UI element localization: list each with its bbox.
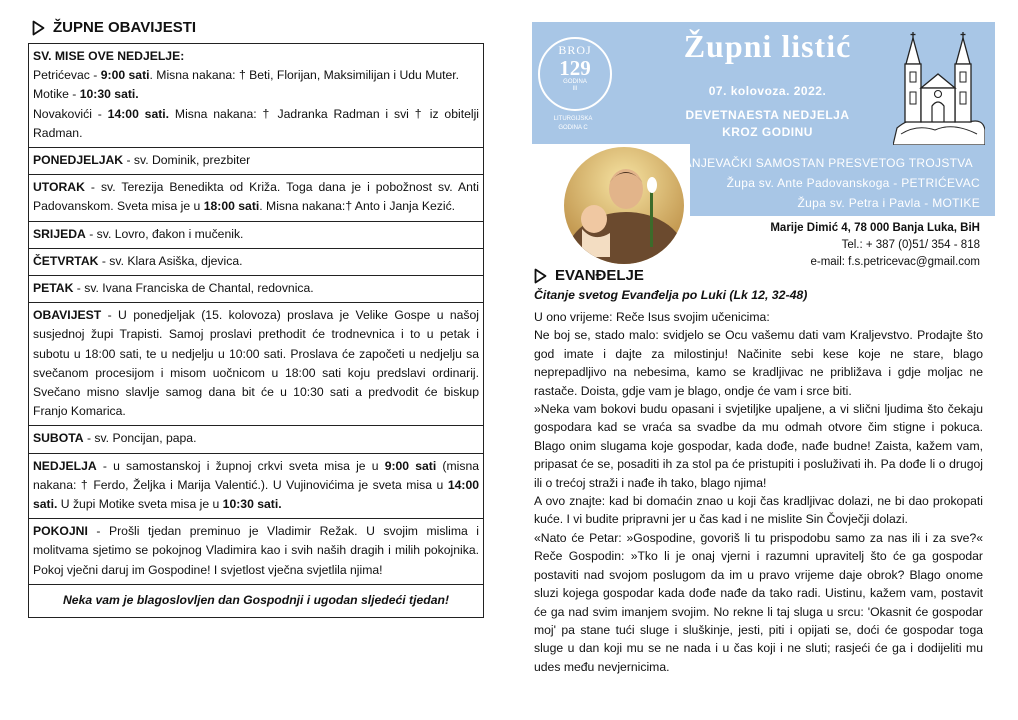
mass-place: Petrićevac - — [33, 68, 101, 83]
bulletin-title: Župni listić — [683, 28, 852, 64]
gospel-text — [534, 308, 983, 676]
issue-badge — [538, 37, 612, 111]
issue-label: BROJ — [558, 43, 592, 57]
saint-anthony-portrait — [564, 147, 684, 264]
year-label: GODINA — [563, 79, 587, 85]
mass-intention: . Misna nakana: † Beti, Florijan, Maksimilijan i Udu Muter. — [149, 68, 460, 83]
mass-line — [33, 105, 479, 143]
gospel-paragraph: «Nato će Petar: »Gospodine, govoriš li tu prispodobu samo za nas ili i za sve?« Reče Gospodin: »Tko li je onaj vjerni i razumni upravitelj što će ga gospodar postaviti nad svojom poslugom da im u pravo vrijeme daje obrok? Blago onome sluzi kojega gospodar kada dođe nađe da tako radi. Uistinu, kažem vam, postavit će ga nad svim imanjem svojim. No rekne li taj sluga u srcu: 'Okasnit će gospodar moj' pa stane tući sluge i sluškinje, jesti, piti i opijati se, doći će gospodar toga sluge u dan koji mu se ne nada i u čas koji i ne sluti; rasjeći će ga i dodijeliti mu udes među nevjernicima. — [534, 530, 983, 674]
mass-time: 9:00 sati — [100, 68, 150, 83]
mass-line — [33, 66, 479, 85]
deceased-label: POKOJNI — [33, 524, 88, 539]
play-triangle-icon — [32, 20, 45, 36]
day-text: U župi Motike sveta misa je u — [57, 497, 223, 512]
convent-name: FRANJEVAČKI SAMOSTAN PRESVETOG TROJSTVA — [667, 156, 973, 170]
mass-line — [33, 85, 479, 104]
day-monday — [29, 148, 483, 175]
issue-number: 129 — [559, 56, 591, 80]
notices-heading — [32, 19, 196, 36]
day-text: - sv. Ivana Franciska de Chantal, redovnica. — [73, 281, 314, 296]
deceased-text: - Prošli tjedan preminuo je Vladimir Režak. U svojim mislima i molitvama sjetimo se pokojnog Vladimira kao i svih naših dragih i milih pokojnika. Pokoj vječni daruj im Gospodine! I svjetlost vječna svjetlila njima! — [33, 524, 479, 577]
mass-time: 10:30 sati. — [79, 87, 139, 102]
gospel-paragraph: A ovo znajte: kad bi domaćin znao u koji čas kradljivac dolazi, ne bi dao prokopati kuće. I vi budite pripravni jer u čas kad i ne mislite Sin Čovječji dolazi. — [534, 494, 983, 527]
day-friday — [29, 276, 483, 303]
notice-block — [29, 303, 483, 426]
deceased-block — [29, 519, 483, 585]
play-triangle-icon — [534, 268, 547, 284]
gospel-reference: Čitanje svetog Evanđelja po Luki (Lk 12, 32-48) — [534, 288, 808, 302]
day-label: SRIJEDA — [33, 226, 86, 241]
day-time: 10:30 sati. — [222, 497, 282, 512]
liturgical-year — [541, 115, 605, 133]
day-text: (misna nakana: † Ferdo, Željka i Marija Valentić.). U Vujinovićima je sveta misa u — [33, 458, 480, 492]
notice-text: - U ponedjeljak (15. kolovoza) proslava je Velike Gospe u našoj susjednoj župi Trapisti. Samoj proslavi prethodit će trodnevnica i to u petak i subotu u 18:00 sati, te u nedjelju u 10:00 sati. Proslava će započeti u nedjelju sa svečanom procesijom i misom uočnicom u 18:00 sati koju predslavi ordinarij. Svečano misno slavlje samog dana bit će u 10:30 sati a predvodit će biskup Franjo Komarica. — [33, 308, 479, 419]
address: Marije Dimić 4, 78 000 Banja Luka, BiH — [770, 222, 980, 234]
day-label: PETAK — [33, 281, 74, 296]
day-text: . Misna nakana:† Anto i Janja Kezić. — [259, 199, 456, 214]
gospel-heading-text: EVANĐELJE — [555, 267, 644, 284]
masses-block — [29, 44, 483, 148]
mass-place: Motike - — [33, 87, 80, 102]
church-icon — [893, 30, 985, 145]
day-time: 18:00 sati — [203, 199, 260, 214]
parish-motike: Župa sv. Petra i Pavla - MOTIKE — [797, 196, 980, 210]
liturgical-year-label: LITURGIJSKA — [553, 116, 593, 122]
gospel-paragraph: U ono vrijeme: Reče Isus svojim učenicima: — [534, 310, 770, 324]
parish-petricevac: Župa sv. Ante Padovanskoga - PETRIĆEVAC — [726, 176, 980, 190]
day-label: UTORAK — [33, 180, 85, 195]
telephone: Tel.: + 387 (0)51/ 354 - 818 — [841, 239, 980, 251]
day-label: PONEDJELJAK — [33, 153, 124, 168]
gospel-paragraph: Ne boj se, stado malo: svidjelo se Ocu vašemu dati vam Kraljevstvo. Prodajte što god imate i dajte za milostinju! Načinite sebi kese koje ne stare, blago neprepadljivo na nebesima, kamo se kradljivac ne približava i gdje moljac ne rastače. Doista, gdje vam je blago, ondje će vam i srce biti. — [534, 328, 983, 398]
notice-label: OBAVIJEST — [33, 308, 102, 323]
day-saturday — [29, 426, 483, 453]
mass-place: Novakovići - — [33, 106, 108, 121]
day-wednesday — [29, 222, 483, 249]
year-number: III — [572, 86, 578, 92]
sunday-name-line2: KROZ GODINU — [722, 125, 813, 139]
day-tuesday — [29, 175, 483, 221]
day-time: 9:00 sati — [384, 458, 437, 473]
day-text: - sv. Terezija Benedikta od Križa. Toga dana je i pobožnost sv. Anti Padovanskom. Sveta misa je u — [33, 180, 479, 214]
day-time: 14:00 sati. — [33, 477, 479, 512]
day-sunday — [29, 454, 483, 520]
mass-time: 14:00 sati. — [107, 106, 170, 121]
liturgical-year-value: GODINA C — [558, 125, 588, 131]
day-text: - u samostanskoj i župnoj crkvi sveta misa je u — [96, 458, 385, 473]
day-text: - sv. Klara Asiška, djevica. — [98, 253, 243, 268]
closing-greeting: Neka vam je blagoslovljen dan Gospodnji i ugodan sljedeći tjedan! — [62, 592, 450, 607]
mass-intention: Misna nakana: † Jadranka Radman i svi † iz obitelji Radman. — [33, 106, 479, 140]
email: e-mail: f.s.petricevac@gmail.com — [810, 256, 980, 268]
bulletin-date: 07. kolovoza. 2022. — [708, 84, 827, 98]
day-text: - sv. Poncijan, papa. — [83, 431, 197, 446]
notices-heading-text: ŽUPNE OBAVIJESTI — [53, 19, 197, 36]
gospel-paragraph: »Neka vam bokovi budu opasani i svjetiljke upaljene, a vi slični ljudima što čekaju gospodara kad se vraća sa svadbe da mu odmah otvore čim stigne i pokuca. Blago onim slugama koje gospodar, kada dođe, nađe budne! Zaista, kažem vam, pripasat će se, posaditi ih za stol pa će pristupiti i posluživati ih. Pa dođe li o drugoj ili o trećoj straži i nađe ih tako, blago njima! — [534, 402, 983, 490]
day-text: - sv. Dominik, prezbiter — [123, 153, 251, 168]
sunday-name-line1: DEVETNAESTA NEDJELJA — [685, 108, 850, 122]
day-label: ČETVRTAK — [33, 253, 99, 268]
day-label: SUBOTA — [33, 431, 84, 446]
notices-box — [28, 43, 484, 618]
masses-title: SV. MISE OVE NEDJELJE: — [33, 49, 185, 63]
day-label: NEDJELJA — [33, 458, 97, 473]
gospel-heading — [534, 267, 644, 284]
day-thursday — [29, 249, 483, 276]
day-text: - sv. Lovro, đakon i mučenik. — [85, 226, 244, 241]
